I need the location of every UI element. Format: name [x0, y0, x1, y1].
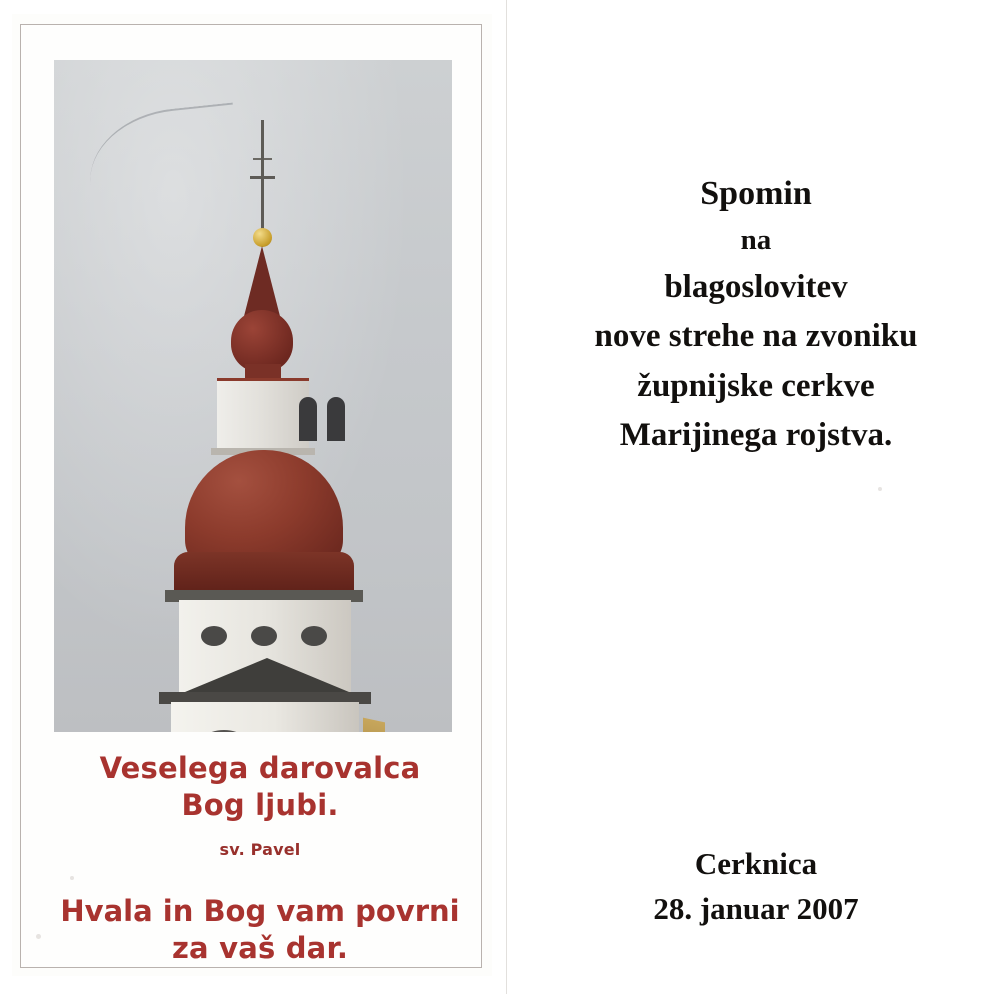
title-line-6: Marijinega rojstva. [619, 417, 893, 453]
tower-body [171, 702, 359, 732]
finial-rod [261, 120, 264, 230]
card-fold-line [506, 0, 507, 994]
belfry-oval-window-3 [301, 626, 327, 646]
lantern-arch-left [299, 397, 317, 441]
title-line-5: župnijske cerkve [637, 367, 875, 404]
gold-sphere [253, 228, 272, 247]
thanks-line-2: za vaš dar. [171, 931, 349, 966]
place-and-date-block [512, 842, 1000, 932]
belfry-oval-window-2 [251, 626, 277, 646]
title-line-2: na [740, 224, 772, 256]
upper-onion-dome [231, 310, 293, 372]
scan-speck-2 [70, 876, 74, 880]
church-tower-photo [54, 60, 452, 732]
quote-attribution: sv. Pavel [219, 840, 301, 860]
belfry-oval-window-1 [201, 626, 227, 646]
event-date: 28. januar 2007 [653, 891, 859, 927]
lantern-arch-right [327, 397, 345, 441]
scan-speck-1 [36, 934, 41, 939]
card-inside-panel [512, 0, 1000, 994]
thanks-line-1: Hvala in Bog vam povrni [60, 894, 460, 929]
scan-speck-3 [878, 487, 882, 491]
pediment-triangle [185, 658, 349, 692]
bell-tower-illustration [149, 120, 379, 732]
quote-line-2: Bog ljubi. [181, 788, 339, 823]
title-line-4: nove strehe na zvoniku [594, 318, 918, 354]
card-front-panel [12, 14, 492, 976]
quote-line-1: Veselega darovalca [99, 751, 421, 785]
place-name: Cerknica [694, 846, 818, 882]
lantern-section [217, 378, 309, 453]
memorial-title-block [512, 168, 1000, 461]
card-border-frame [20, 24, 482, 968]
title-line-1: Spomin [700, 175, 812, 212]
title-line-3: blagoslovitev [664, 268, 848, 305]
cross-icon [250, 176, 275, 179]
card-front-captions [29, 750, 491, 967]
